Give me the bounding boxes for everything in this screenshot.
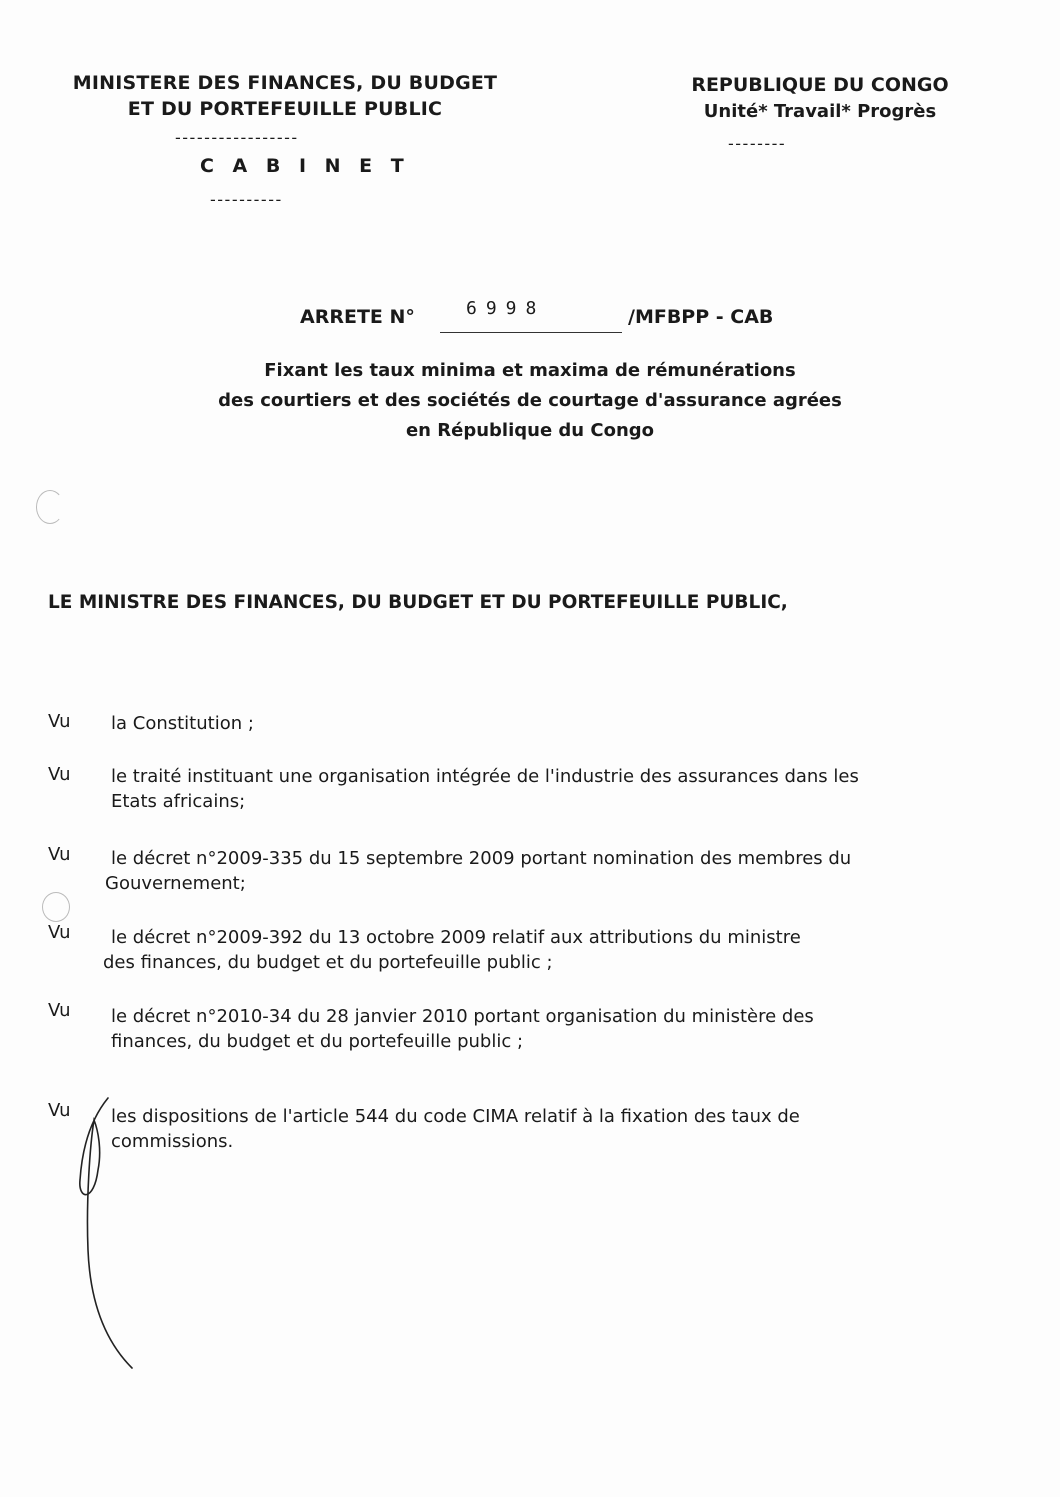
minister-heading: LE MINISTRE DES FINANCES, DU BUDGET ET DU PORTEFEUILLE PUBLIC, xyxy=(48,592,788,613)
punch-hole-mark xyxy=(42,892,70,922)
vu-label: Vu xyxy=(48,1100,71,1121)
consideration-line1: le décret n°2009-392 du 13 octobre 2009 relatif aux attributions du ministre xyxy=(111,927,801,948)
decree-subject-line2: des courtiers et des sociétés de courtage d'assurance agrées xyxy=(218,390,842,411)
decree-number-underline xyxy=(440,332,622,333)
decree-subject-line1: Fixant les taux minima et maxima de rémunérations xyxy=(264,360,796,381)
vu-label: Vu xyxy=(48,711,71,732)
vu-label: Vu xyxy=(48,1000,71,1021)
ministry-separator: ----------------- xyxy=(175,128,299,147)
consideration-line1: le décret n°2009-335 du 15 septembre 2009 portant nomination des membres du xyxy=(111,848,852,869)
consideration-line1: la Constitution ; xyxy=(111,713,254,734)
consideration-line2: commissions. xyxy=(111,1131,234,1152)
consideration-item xyxy=(111,711,983,736)
vu-label: Vu xyxy=(48,764,71,785)
vu-label: Vu xyxy=(48,922,71,943)
consideration-item xyxy=(103,925,911,975)
decree-subject xyxy=(160,356,900,446)
republic-header xyxy=(675,72,965,126)
consideration-item xyxy=(105,846,931,896)
consideration-item xyxy=(111,1004,911,1054)
national-motto: Unité* Travail* Progrès xyxy=(703,101,937,122)
ministry-name-line1: MINISTERE DES FINANCES, DU BUDGET xyxy=(72,72,498,94)
decree-prefix: ARRETE N° xyxy=(300,306,415,328)
republic-separator: -------- xyxy=(728,134,787,153)
consideration-line1: le décret n°2010-34 du 28 janvier 2010 portant organisation du ministère des xyxy=(111,1006,814,1027)
consideration-line1: le traité instituant une organisation intégrée de l'industrie des assurances dans les xyxy=(111,766,859,787)
ministry-name-line2: ET DU PORTEFEUILLE PUBLIC xyxy=(127,98,443,120)
consideration-line2: des finances, du budget et du portefeuille public ; xyxy=(103,952,553,973)
handwritten-margin-stroke xyxy=(60,1090,150,1390)
decree-number: 6998 xyxy=(466,298,546,319)
decree-subject-line3: en République du Congo xyxy=(405,420,655,441)
consideration-line2: finances, du budget et du portefeuille public ; xyxy=(111,1031,524,1052)
consideration-line1: les dispositions de l'article 544 du code CIMA relatif à la fixation des taux de xyxy=(111,1106,800,1127)
ministry-header xyxy=(55,70,515,122)
consideration-item xyxy=(111,764,983,814)
punch-hole-mark xyxy=(36,490,64,524)
consideration-item xyxy=(111,1104,983,1154)
vu-label: Vu xyxy=(48,844,71,865)
decree-suffix: /MFBPP - CAB xyxy=(628,306,774,328)
department-separator: ---------- xyxy=(210,190,283,209)
consideration-line2: Gouvernement; xyxy=(105,873,246,894)
consideration-line2: Etats africains; xyxy=(111,791,246,812)
country-name: REPUBLIQUE DU CONGO xyxy=(691,74,949,96)
department-label: C A B I N E T xyxy=(200,155,410,177)
